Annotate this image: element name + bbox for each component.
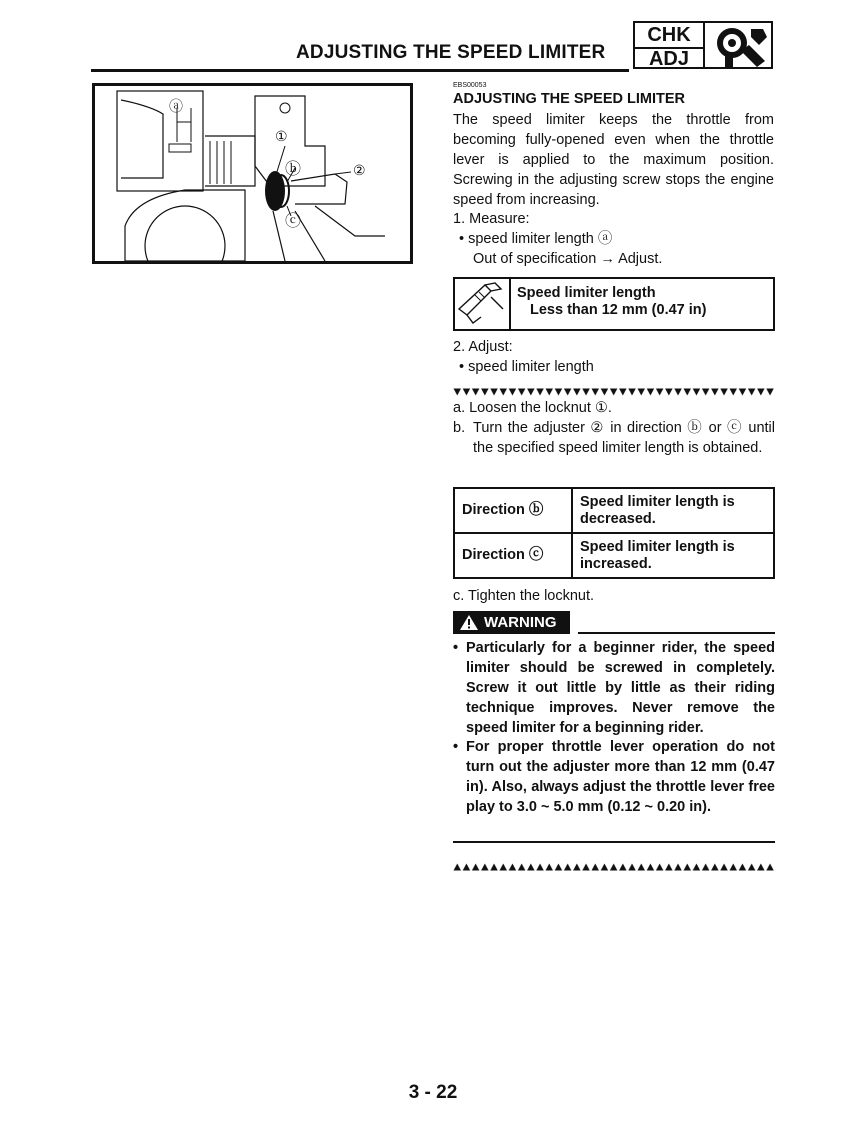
- warning-end-rule: [453, 841, 775, 843]
- caliper-icon: [455, 279, 511, 329]
- step-2: 2. Adjust:: [453, 339, 513, 355]
- result-cell: Speed limiter length is increased.: [572, 533, 774, 578]
- sub-step-b-prefix: b.: [453, 420, 466, 436]
- direction-table: [453, 487, 775, 579]
- page-title: ADJUSTING THE SPEED LIMITER: [296, 42, 606, 63]
- sub-step-a: a. Loosen the locknut ①.: [453, 400, 612, 416]
- page-number: 3 - 22: [408, 1082, 458, 1103]
- warning-item: Particularly for a beginner rider, the speed limiter should be screwed in completely. Screw it out little by little as their riding technique improves. Never remove the speed limiter for a beginning rider.: [466, 640, 775, 736]
- callout-c: ⓒ: [285, 213, 302, 230]
- speed-limiter-illustration: [92, 83, 413, 264]
- step-1: 1. Measure:: [453, 211, 530, 227]
- direction-cell: Direction ⓑ: [454, 488, 572, 533]
- callout-b: ⓑ: [285, 161, 302, 178]
- warning-triangle-icon: [459, 614, 479, 631]
- spec-value: Less than 12 mm (0.47 in): [530, 302, 707, 318]
- step-1-note: Out of specification → Adjust.: [473, 251, 663, 267]
- callout-1: ①: [275, 128, 288, 144]
- sub-step-b: Turn the adjuster ② in direction ⓑ or ⓒ until the specified speed limiter length is obtained.: [473, 420, 775, 456]
- intro-paragraph: The speed limiter keeps the throttle from becoming fully-opened even when the throttle lever is applied to the maximum position. Screwing in the adjusting screw stops the engine speed from increasing.: [453, 112, 774, 208]
- warning-rule: [578, 632, 775, 634]
- callout-2: ②: [353, 162, 366, 178]
- procedure-start-marker: [453, 388, 775, 396]
- table-row: [454, 533, 774, 578]
- callout-a: ⓐ: [169, 98, 183, 114]
- sub-step-c: c. Tighten the locknut.: [453, 588, 595, 604]
- step-2-bullet: • speed limiter length: [459, 359, 594, 375]
- warning-item: For proper throttle lever operation do not turn out the adjuster more than 12 mm (0.47 in). Also, always adjust the throttle lever free play to 3.0 ~ 5.0 mm (0.12 ~ 0.20 in).: [466, 739, 775, 815]
- chk-adj-badge: [633, 21, 705, 69]
- result-cell: Speed limiter length is decreased.: [572, 488, 774, 533]
- section-code: EBS00053: [453, 82, 487, 89]
- warning-badge: [453, 611, 570, 634]
- direction-cell: Direction ⓒ: [454, 533, 572, 578]
- spec-label: Speed limiter length: [517, 285, 656, 301]
- warning-label: WARNING: [484, 614, 557, 631]
- badge-bottom-text: ADJ: [648, 48, 689, 70]
- warning-bullet: •: [453, 640, 459, 656]
- table-row: [454, 488, 774, 533]
- section-title: ADJUSTING THE SPEED LIMITER: [453, 91, 686, 107]
- warning-bullet: •: [453, 739, 459, 755]
- procedure-end-marker: [453, 863, 775, 871]
- wrench-magnifier-icon: [705, 21, 773, 69]
- header-rule: [91, 69, 629, 72]
- spec-box: [453, 277, 775, 331]
- step-1-bullet: • speed limiter length ⓐ: [459, 231, 613, 247]
- badge-top-text: CHK: [647, 24, 691, 46]
